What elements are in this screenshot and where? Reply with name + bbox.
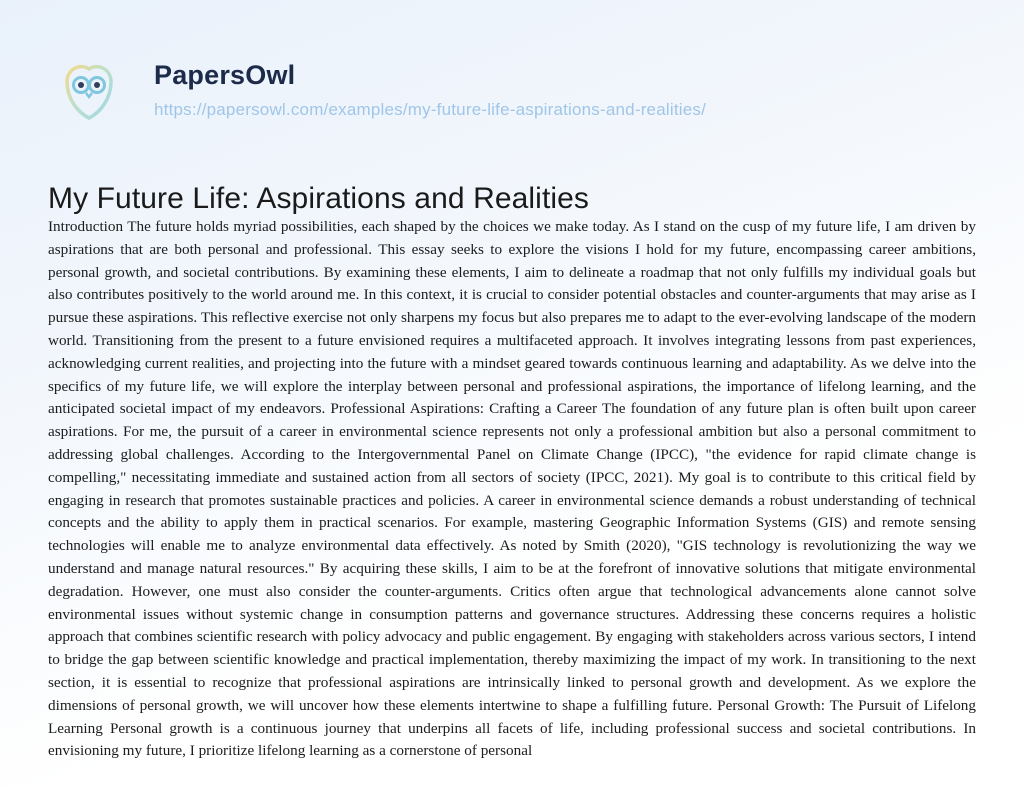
brand-name: PapersOwl — [154, 60, 296, 90]
page-title: My Future Life: Aspirations and Realities — [48, 182, 590, 216]
article-body: Introduction The future holds myriad possibilities, each shaped by the choices we make today. As I stand on the cusp of my future life, I am driven by aspirations that are both personal and professional. This essay seeks to explore the visions I hold for my future, encompassing career ambitions, personal growth, and societal contributions. By examining these elements, I aim to delineate a roadmap that not only fulfills my individual goals but also contributes positively to the world around me. In this context, it is crucial to consider potential obstacles and counter-arguments that may arise as I pursue these aspirations. This reflective exercise not only sharpens my focus but also prepares me to adapt to the ever-evolving landscape of the modern world. Transitioning from the present to a future envisioned requires a multifaceted approach. It involves integrating lessons from past experiences, acknowledging current realities, and projecting into the future with a mindset geared towards continuous learning and adaptability. As we delve into the specifics of my future life, we will explore the interplay between personal and professional aspirations, the importance of lifelong learning, and the anticipated societal impact of my endeavors. Professional Aspirations: Crafting a Career The foundation of any future plan is often built upon career aspirations. For me, the pursuit of a career in environmental science represents not only a professional ambition but also a personal commitment to addressing global challenges. According to the Intergovernmental Panel on Climate Change (IPCC), "the evidence for rapid climate change is compelling," necessitating immediate and sustained action from all sectors of society (IPCC, 2021). My goal is to contribute to this critical field by engaging in research that promotes sustainable practices and policies. A career in environmental science demands a robust understanding of technical concepts and the ability to apply them in practical scenarios. For example, mastering Geographic Information Systems (GIS) and remote sensing technologies will enable me to analyze environmental data effectively. As noted by Smith (2020), "GIS technology is revolutionizing the way we understand and manage natural resources." By acquiring these skills, I aim to be at the forefront of innovative solutions that mitigate environmental degradation. However, one must also consider the counter-arguments. Critics often argue that technological advancements alone cannot solve environmental issues without systemic change in consumption patterns and governance structures. Addressing these concerns requires a holistic approach that combines scientific research with policy advocacy and public engagement. By engaging with stakeholders across various sectors, I intend to bridge the gap between scientific knowledge and practical implementation, thereby maximizing the impact of my work. In transitioning to the next section, it is essential to recognize that professional aspirations are intrinsically linked to personal growth and development. As we explore the dimensions of personal growth, we will uncover how these elements intertwine to shape a fulfilling future. Personal Growth: The Pursuit of Lifelong Learning Personal growth is a continuous journey that underpins all facets of life, including professional success and societal contributions. In envisioning my future, I prioritize lifelong learning as a cornerstone of personal — [48, 218, 976, 760]
page-url[interactable]: https://papersowl.com/examples/my-future-life-aspirations-and-realities/ — [154, 100, 706, 119]
site-header — [48, 52, 976, 130]
owl-logo-icon — [58, 60, 120, 122]
